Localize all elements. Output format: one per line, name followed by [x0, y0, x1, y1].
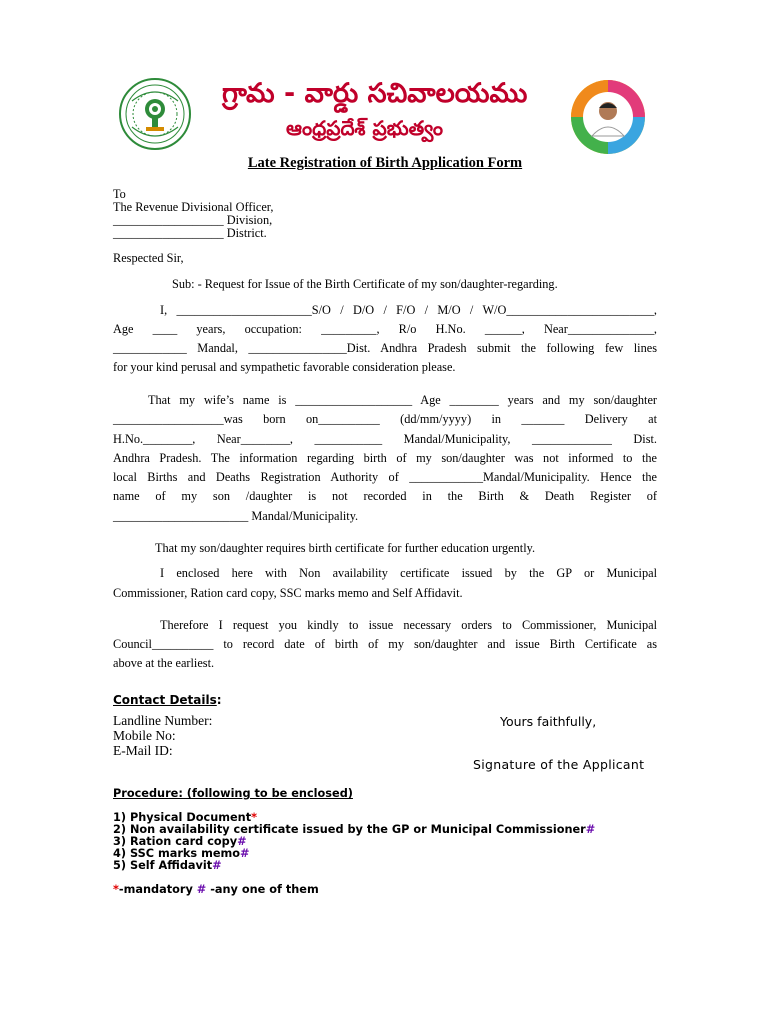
salutation: Respected Sir,: [113, 251, 184, 265]
para5-line: Council__________ to record date of birth of my son/daughter and issue Birth Certificate as: [113, 637, 657, 651]
form-title: Late Registration of Birth Application Form: [247, 155, 523, 171]
para2-line: name of my son /daughter is not recorded in the Birth & Death Register of: [113, 489, 657, 503]
para1-line: ____________ Mandal, ________________Dist. Andhra Pradesh submit the following few lines: [113, 341, 657, 355]
address-officer: The Revenue Divisional Officer,: [113, 200, 274, 214]
para4-line: I enclosed here with Non availability certificate issued by the GP or Municipal: [160, 566, 657, 580]
address-division: __________________ Division,: [113, 213, 273, 227]
signature-label: Signature of the Applicant: [473, 757, 645, 772]
procedure-legend: *-mandatory # -any one of them: [113, 883, 319, 896]
para1-line: Age ____ years, occupation: _________, R/o H.No. ______, Near______________,: [113, 322, 657, 336]
para1-line: I, ______________________S/O / D/O / F/O / M/O / W/O________________________,: [160, 303, 657, 317]
para5-line: above at the earliest.: [113, 656, 215, 670]
para2-line: __________________was born on__________ (dd/mm/yyyy) in _______ Delivery at: [113, 412, 657, 426]
yours-faithfully: Yours faithfully,: [500, 714, 597, 729]
para2-line: Andhra Pradesh. The information regarding birth of my son/daughter was not informed to the: [113, 451, 657, 465]
header-subtitle: ఆంధ్రప్రదేశ్ ప్రభుత్వం: [286, 116, 443, 140]
para2-line: H.No.________, Near________, ___________ Mandal/Municipality, _____________ Dist.: [113, 432, 657, 446]
para4-line: Commissioner, Ration card copy, SSC marks memo and Self Affidavit.: [113, 586, 463, 600]
para3-line: That my son/daughter requires birth certificate for further education urgently.: [155, 541, 536, 555]
mobile-label: Mobile No:: [113, 728, 176, 743]
address-to: To: [113, 187, 126, 201]
campaign-logo-icon: [568, 78, 648, 156]
address-district: __________________ District.: [113, 226, 267, 240]
procedure-item: 5) Self Affidavit#: [113, 859, 222, 872]
para2-line: ______________________ Mandal/Municipality.: [113, 509, 359, 523]
subject-line: Sub: - Request for Issue of the Birth Certificate of my son/daughter-regarding.: [172, 277, 558, 291]
ap-emblem-icon: [118, 77, 192, 151]
para1-line: for your kind perusal and sympathetic favorable consideration please.: [113, 360, 456, 374]
landline-label: Landline Number:: [113, 713, 213, 728]
para5-line: Therefore I request you kindly to issue necessary orders to Commissioner, Municipal: [160, 618, 657, 632]
procedure-item: 4) SSC marks memo#: [113, 847, 250, 860]
procedure-item: 1) Physical Document*: [113, 811, 258, 824]
header-title: గ్రామ - వార్డు సచివాలయము: [222, 78, 528, 109]
procedure-item: 2) Non availability certificate issued by the GP or Municipal Commissioner#: [113, 823, 596, 836]
procedure-item: 3) Ration card copy#: [113, 835, 247, 848]
contact-heading: Contact Details:: [113, 693, 222, 707]
para2-line: That my wife’s name is ___________________ Age ________ years and my son/daughter: [148, 393, 657, 407]
email-label: E-Mail ID:: [113, 743, 173, 758]
para2-line: local Births and Deaths Registration Authority of ____________Mandal/Municipality. Hence the: [113, 470, 657, 484]
procedure-heading: Procedure: (following to be enclosed): [113, 787, 353, 800]
